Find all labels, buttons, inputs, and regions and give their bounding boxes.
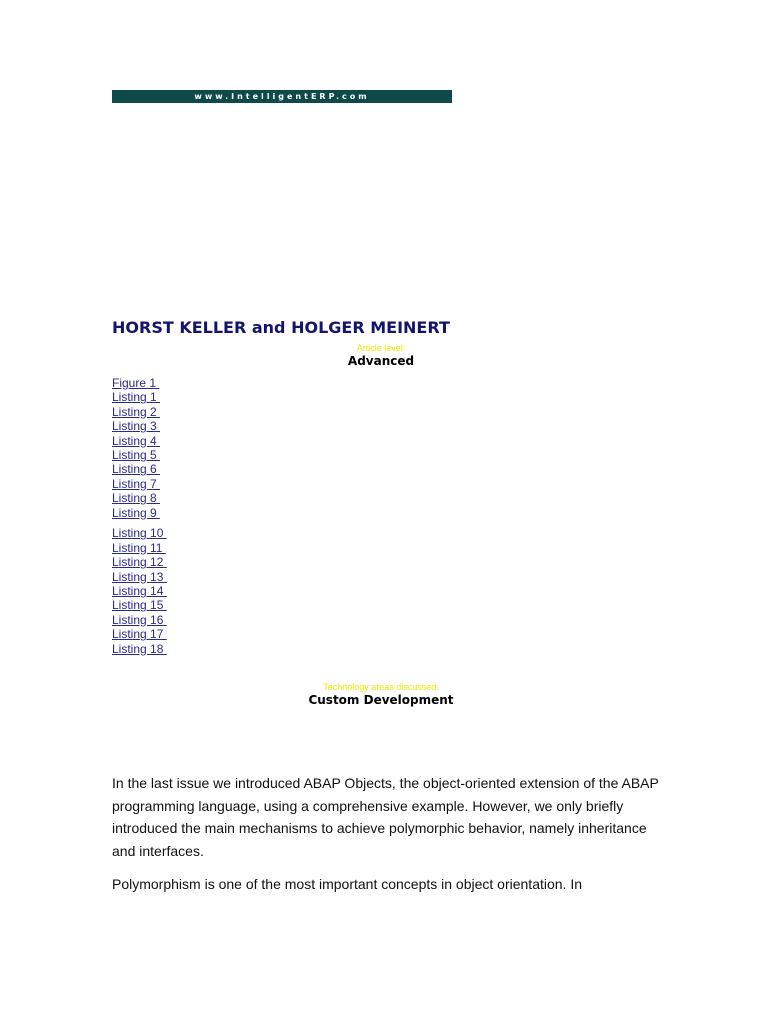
list-item <box>112 477 167 491</box>
listing-5-link[interactable]: Listing 5 <box>112 447 161 462</box>
listing-3-link[interactable]: Listing 3 <box>112 419 161 434</box>
listing-17-link[interactable]: Listing 17 <box>112 627 167 642</box>
article-level-value: Advanced <box>347 354 415 368</box>
list-item <box>112 627 167 641</box>
listing-6-link[interactable]: Listing 6 <box>112 462 161 477</box>
site-banner[interactable]: www.IntelligentERP.com <box>112 90 452 103</box>
listing-10-link[interactable]: Listing 10 <box>112 526 167 541</box>
body-paragraph: In the last issue we introduced ABAP Objects, the object-oriented extension of the ABAP programming language, using a comprehensive example. However, we only briefly introduced the main mechanisms to achieve polymorphic behavior, namely inheritance and interfaces. <box>112 775 659 860</box>
technology-value: Custom Development <box>308 693 454 707</box>
article-level-block <box>0 343 762 369</box>
list-item <box>112 390 167 404</box>
listing-18-link[interactable]: Listing 18 <box>112 641 167 656</box>
listing-4-link[interactable]: Listing 4 <box>112 433 161 448</box>
listing-12-link[interactable]: Listing 12 <box>112 555 167 570</box>
author-names: HORST KELLER and HOLGER MEINERT <box>112 318 450 337</box>
figure-listing-links <box>112 376 167 656</box>
listing-9-link[interactable]: Listing 9 <box>112 505 161 520</box>
listing-11-link[interactable]: Listing 11 <box>112 540 166 555</box>
list-item <box>112 376 167 390</box>
list-item <box>112 570 167 584</box>
article-level-label: Article level: <box>356 343 406 353</box>
listing-1-link[interactable]: Listing 1 <box>112 390 161 405</box>
body-paragraph: Polymorphism is one of the most important concepts in object orientation. In <box>112 876 583 892</box>
list-item <box>112 541 167 555</box>
list-item <box>112 598 167 612</box>
list-item <box>112 462 167 476</box>
list-item <box>112 419 167 433</box>
technology-block <box>0 682 762 708</box>
listing-2-link[interactable]: Listing 2 <box>112 404 161 419</box>
list-item <box>112 642 167 656</box>
listing-7-link[interactable]: Listing 7 <box>112 476 161 491</box>
list-item <box>112 613 167 627</box>
list-item <box>112 584 167 598</box>
listing-8-link[interactable]: Listing 8 <box>112 491 161 506</box>
body-paragraph-2-container <box>112 873 672 896</box>
list-item <box>112 405 167 419</box>
listing-13-link[interactable]: Listing 13 <box>112 569 167 584</box>
listing-15-link[interactable]: Listing 15 <box>112 598 167 613</box>
figure-1-link[interactable]: Figure 1 <box>112 376 160 390</box>
listing-14-link[interactable]: Listing 14 <box>112 583 167 598</box>
body-paragraph-1-container <box>112 772 672 863</box>
list-item <box>112 448 167 462</box>
listing-16-link[interactable]: Listing 16 <box>112 612 167 627</box>
list-item <box>112 491 167 505</box>
list-item <box>112 526 167 540</box>
list-item <box>112 434 167 448</box>
list-item <box>112 555 167 569</box>
list-item <box>112 506 167 520</box>
technology-label: Technology areas discussed: <box>323 682 439 692</box>
